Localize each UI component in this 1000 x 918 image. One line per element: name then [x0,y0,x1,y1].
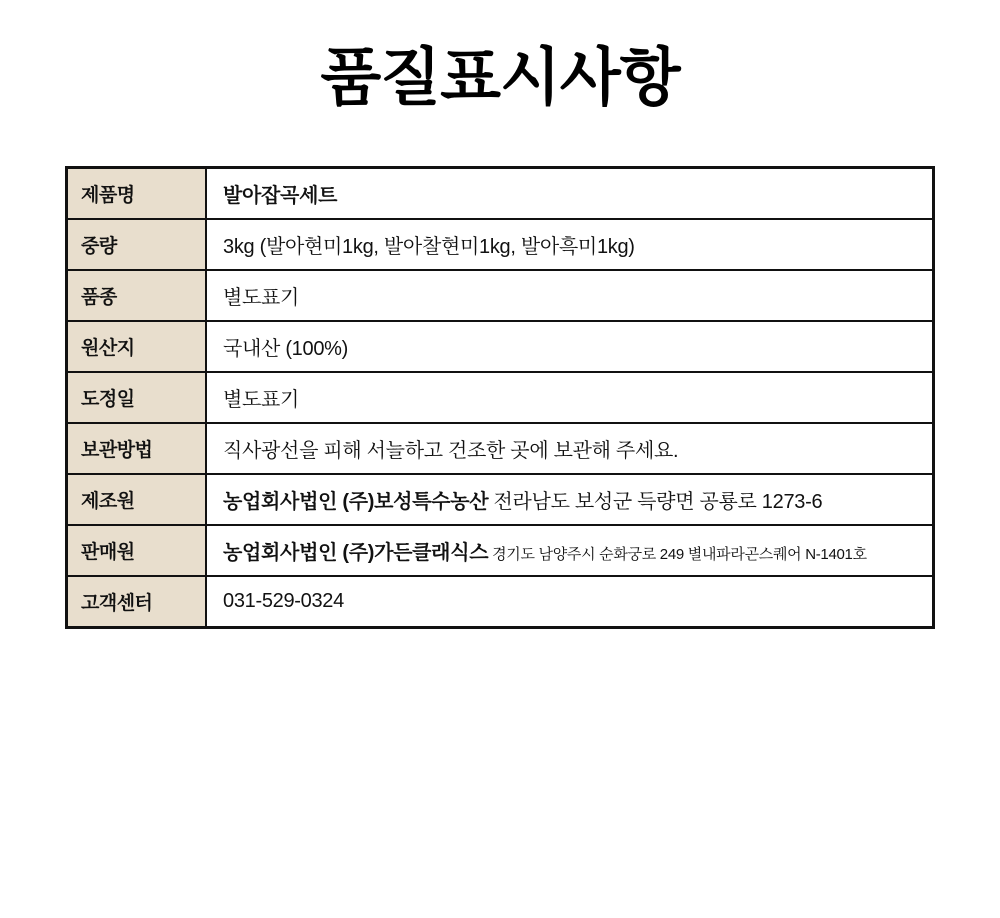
manufacturer-address: 전라남도 보성군 득량면 공룡로 1273-6 [488,491,823,514]
value-text: 3kg (발아현미1kg, 발아찰현미1kg, 발아흑미1kg) [223,236,635,259]
table-row-product-name [67,168,934,220]
page-title: 품질표시사항 [320,43,680,113]
row-label: 도정일 [67,372,207,423]
row-label: 제품명 [67,168,207,220]
row-value [206,372,934,423]
quality-spec-table [65,166,935,629]
table-row-customer-center [67,576,934,628]
row-label: 원산지 [67,321,207,372]
value-text: 국내산 (100%) [223,338,348,361]
value-text: 발아잡곡세트 [223,185,338,208]
table-row-weight [67,219,934,270]
table-row-manufacturer [67,474,934,525]
value-text: 직사광선을 피해 서늘하고 건조한 곳에 보관해 주세요. [223,440,679,463]
row-label: 품종 [67,270,207,321]
row-value [206,168,934,220]
row-value [206,576,934,628]
row-label: 판매원 [67,525,207,576]
table-row-origin [67,321,934,372]
table-row-milling-date [67,372,934,423]
row-value [206,270,934,321]
row-label: 중량 [67,219,207,270]
row-label: 제조원 [67,474,207,525]
table-row-variety [67,270,934,321]
row-label: 고객센터 [67,576,207,628]
table-row-seller [67,525,934,576]
value-text: 별도표기 [223,389,300,412]
seller-address: 경기도 남양주시 순화궁로 249 별내파라곤스퀘어 N-1401호 [488,546,867,564]
row-value [206,423,934,474]
row-value [206,219,934,270]
manufacturer-company-name: 농업회사법인 (주)보성특수농산 [223,491,489,514]
row-label: 보관방법 [67,423,207,474]
customer-center-phone: 031-529-0324 [223,590,344,613]
value-text: 별도표기 [223,287,300,310]
seller-company-name: 농업회사법인 (주)가든클래식스 [223,542,489,565]
table-row-storage [67,423,934,474]
row-value [206,321,934,372]
row-value [206,474,934,525]
row-value [206,525,934,576]
